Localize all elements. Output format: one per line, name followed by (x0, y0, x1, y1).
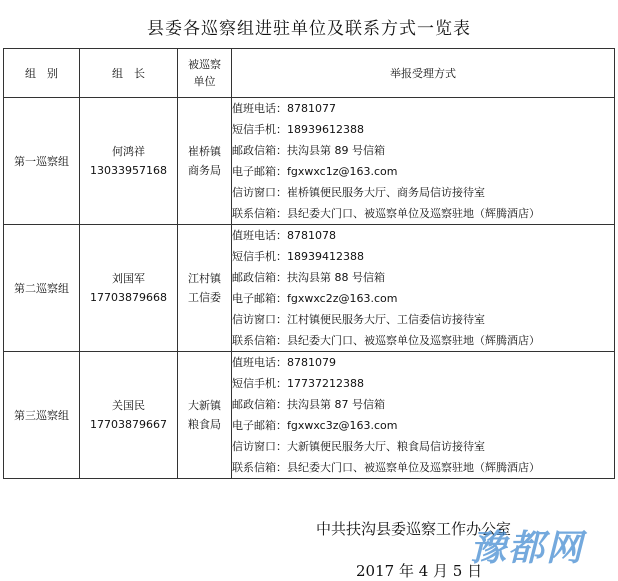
unit-cell (178, 352, 232, 479)
leader-name: 何鸿祥 (112, 145, 145, 158)
table-row (4, 225, 615, 352)
unit-line2: 粮食局 (188, 418, 221, 431)
unit-cell (178, 98, 232, 225)
watermark-logo: 豫都网 (470, 528, 585, 569)
contact-line: 邮政信箱：扶沟县第 88 号信箱 (232, 271, 385, 284)
contact-cell (232, 352, 615, 479)
leader-phone: 17703879667 (90, 418, 167, 431)
table-header-row (4, 49, 615, 98)
document-title: 县委各巡察组进驻单位及联系方式一览表 (147, 19, 471, 39)
contact-line: 邮政信箱：扶沟县第 87 号信箱 (232, 398, 385, 411)
group-cell: 第二巡察组 (4, 225, 80, 352)
contact-line: 短信手机：18939412388 (232, 250, 364, 263)
contact-line: 信访窗口：崔桥镇便民服务大厅、商务局信访接待室 (232, 186, 485, 199)
contact-line: 短信手机：17737212388 (232, 377, 364, 390)
header-group: 组 别 (4, 49, 80, 98)
contact-line: 值班电话：8781079 (232, 356, 336, 369)
group-cell: 第一巡察组 (4, 98, 80, 225)
contact-line: 值班电话：8781077 (232, 102, 336, 115)
contact-line: 电子邮箱：fgxwxc2z@163.com (232, 292, 398, 305)
leader-cell (80, 225, 178, 352)
contact-cell (232, 225, 615, 352)
footer-date: 2017 年 4 月 5 日 (356, 562, 483, 580)
unit-line1: 江村镇 (188, 272, 221, 285)
contact-line: 值班电话：8781078 (232, 229, 336, 242)
table-row (4, 352, 615, 479)
contact-line: 联系信箱：县纪委大门口、被巡察单位及巡察驻地（辉腾酒店） (232, 461, 540, 474)
contact-line: 邮政信箱：扶沟县第 89 号信箱 (232, 144, 385, 157)
table-row (4, 98, 615, 225)
unit-line1: 崔桥镇 (188, 145, 221, 158)
leader-phone: 17703879668 (90, 291, 167, 304)
contact-line: 联系信箱：县纪委大门口、被巡察单位及巡察驻地（辉腾酒店） (232, 334, 540, 347)
leader-cell (80, 98, 178, 225)
unit-line2: 工信委 (188, 291, 221, 304)
leader-name: 刘国军 (112, 272, 145, 285)
group-cell: 第三巡察组 (4, 352, 80, 479)
contact-table (3, 48, 615, 479)
header-unit (178, 49, 232, 98)
contact-line: 电子邮箱：fgxwxc1z@163.com (232, 165, 398, 178)
contact-line: 联系信箱：县纪委大门口、被巡察单位及巡察驻地（辉腾酒店） (232, 207, 540, 220)
header-unit-line2: 单位 (193, 75, 216, 88)
unit-cell (178, 225, 232, 352)
header-unit-line1: 被巡察 (188, 58, 221, 71)
contact-line: 电子邮箱：fgxwxc3z@163.com (232, 419, 398, 432)
leader-phone: 13033957168 (90, 164, 167, 177)
leader-cell (80, 352, 178, 479)
footer-organization: 中共扶沟县委巡察工作办公室 (316, 520, 512, 538)
header-contact: 举报受理方式 (232, 49, 615, 98)
unit-line2: 商务局 (188, 164, 221, 177)
leader-name: 关国民 (112, 399, 145, 412)
contact-cell (232, 98, 615, 225)
unit-line1: 大新镇 (188, 399, 221, 412)
header-leader: 组 长 (80, 49, 178, 98)
contact-line: 信访窗口：大新镇便民服务大厅、粮食局信访接待室 (232, 440, 485, 453)
contact-line: 短信手机：18939612388 (232, 123, 364, 136)
contact-line: 信访窗口：江村镇便民服务大厅、工信委信访接待室 (232, 313, 485, 326)
